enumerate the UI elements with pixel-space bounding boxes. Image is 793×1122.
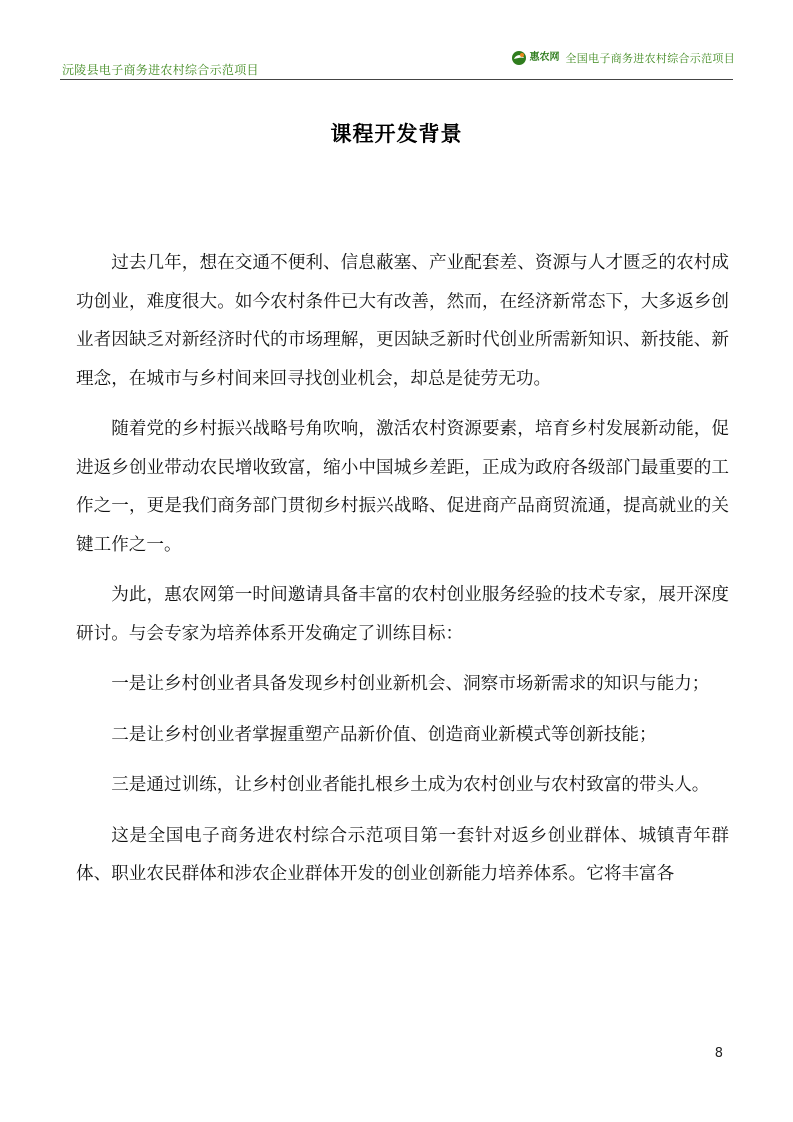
logo-text: 惠农网 <box>529 52 560 63</box>
header-right-title: 全国电子商务进农村综合示范项目 <box>565 52 735 65</box>
paragraph: 为此，惠农网第一时间邀请具备丰富的农村创业服务经验的技术专家，展开深度研讨。与会专家为培养体系开发确定了训练目标： <box>76 585 729 644</box>
paragraph: 随着党的乡村振兴战略号角吹响，激活农村资源要素，培育乡村发展新动能，促进返乡创业带动农民增收致富，缩小中国城乡差距，正成为政府各级部门最重要的工作之一，更是我们商务部门贯彻乡村振兴战略、促进商产品商贸流通，提高就业的关键工作之一。 <box>76 419 729 555</box>
page-number: 8 <box>714 1046 723 1061</box>
header-divider <box>60 79 733 80</box>
paragraph: 一是让乡村创业者具备发现乡村创业新机会、洞察市场新需求的知识与能力； <box>111 674 710 694</box>
paragraph: 这是全国电子商务进农村综合示范项目第一套针对返乡创业群体、城镇青年群体、职业农民群体和涉农企业群体开发的创业创新能力培养体系。它将丰富各 <box>76 825 729 884</box>
header-right <box>511 50 736 66</box>
paragraph: 三是通过训练，让乡村创业者能扎根乡土成为农村创业与农村致富的带头人。 <box>111 775 710 795</box>
header-left-title: 沅陵县电子商务进农村综合示范项目 <box>62 63 259 77</box>
brand-logo <box>511 50 560 66</box>
document-body <box>76 244 729 906</box>
huinong-logo-icon <box>511 50 527 66</box>
paragraph: 二是让乡村创业者掌握重塑产品新价值、创造商业新模式等创新技能； <box>111 724 657 745</box>
page-title: 课程开发背景 <box>330 122 463 146</box>
paragraph: 过去几年，想在交通不便利、信息蔽塞、产业配套差、资源与人才匮乏的农村成功创业，难度很大。如今农村条件已大有改善，然而，在经济新常态下，大多返乡创业者因缺乏对新经济时代的市场理解，更因缺乏新时代创业所需新知识、新技能、新理念，在城市与乡村间来回寻找创业机会，却总是徒劳无功。 <box>76 253 729 389</box>
